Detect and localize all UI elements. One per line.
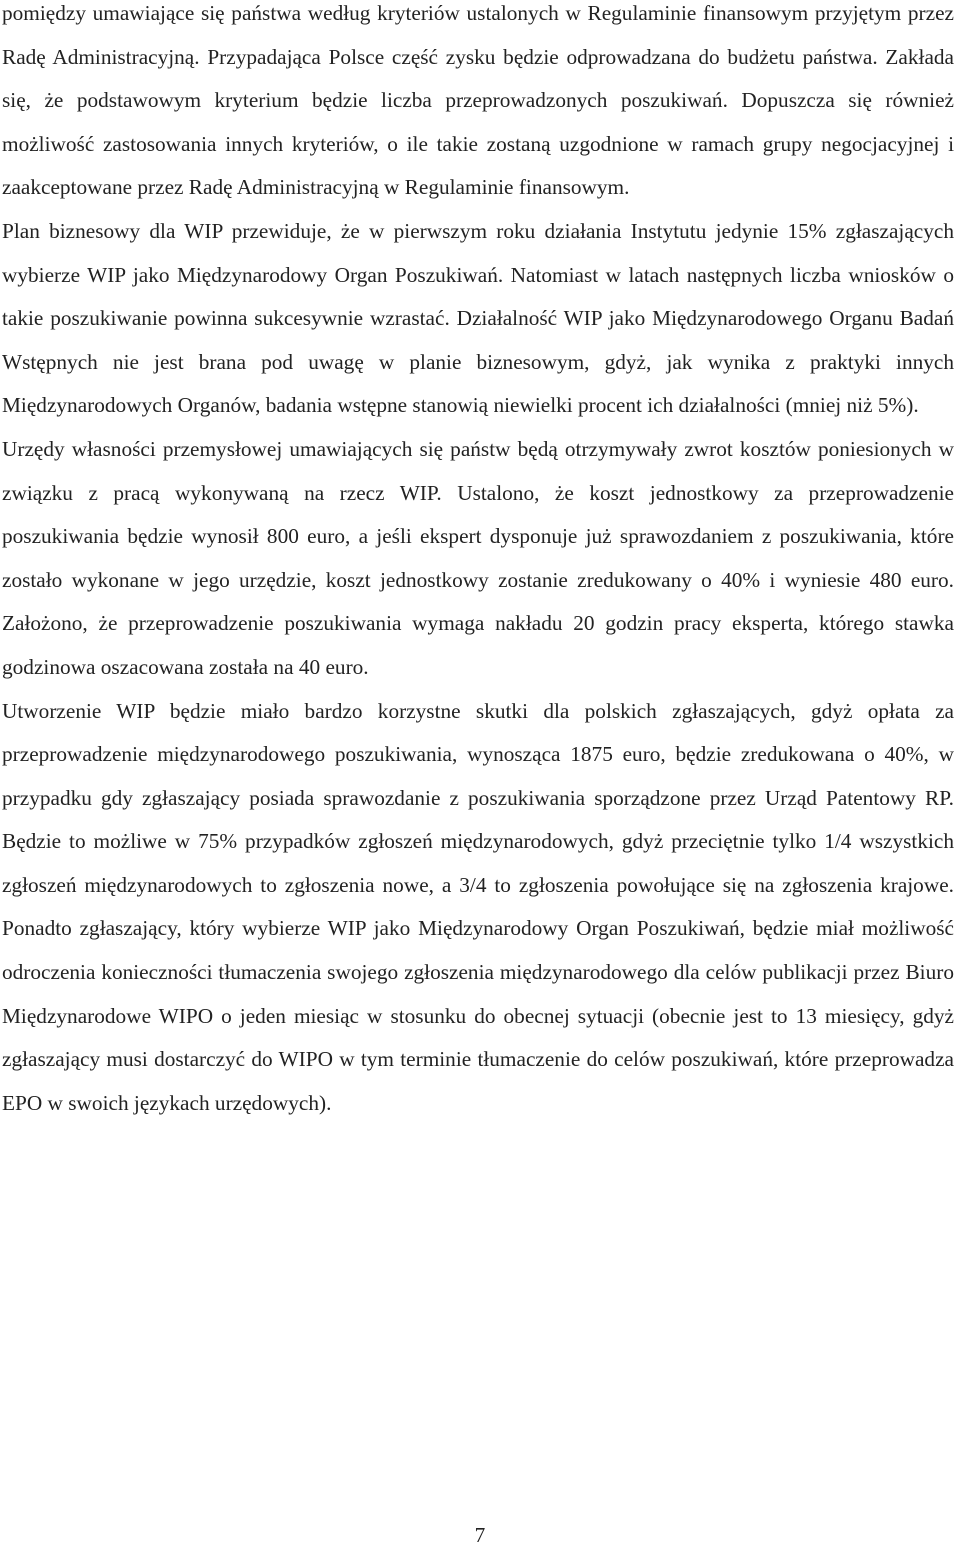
document-body <box>2 0 954 1125</box>
paragraph-business-plan: Plan biznesowy dla WIP przewiduje, że w pierwszym roku działania Instytutu jedynie 15% zgłaszających wybierze WIP jako Międzynarodowy Organ Poszukiwań. Natomiast w latach następnych liczba wniosków o takie poszukiwanie powinna sukcesywnie wzrastać. Działalność WIP jako Międzynarodowego Organu Badań Wstępnych nie jest brana pod uwagę w planie biznesowym, gdyż, jak wynika z praktyki innych Międzynarodowych Organów, badania wstępne stanowią niewielki procent ich działalności (mniej niż 5%). <box>2 218 954 418</box>
page-number: 7 <box>474 1523 486 1547</box>
paragraph-revenue-distribution: pomiędzy umawiające się państwa według kryteriów ustalonych w Regulaminie finansowym przyjętym przez Radę Administracyjną. Przypadająca Polsce część zysku będzie odprowadzana do budżetu państwa. Zakłada się, że podstawowym kryterium będzie liczba przeprowadzonych poszukiwań. Dopuszcza się również możliwość zastosowania innych kryteriów, o ile takie zostaną uzgodnione w ramach grupy negocjacyjnej i zaakceptowane przez Radę Administracyjną w Regulaminie finansowym. <box>2 1 954 200</box>
paragraph-cost-reimbursement: Urzędy własności przemysłowej umawiających się państw będą otrzymywały zwrot kosztów poniesionych w związku z pracą wykonywaną na rzecz WIP. Ustalono, że koszt jednostkowy za przeprowadzenie poszukiwania będzie wynosił 800 euro, a jeśli ekspert dysponuje już sprawozdaniem z poszukiwania, które zostało wykonane w jego urzędzie, koszt jednostkowy zostanie zredukowany o 40% i wyniesie 480 euro. Założono, że przeprowadzenie poszukiwania wymaga nakładu 20 godzin pracy eksperta, którego stawka godzinowa oszacowana została na 40 euro. <box>2 436 954 679</box>
paragraph-benefits-for-applicants: Utworzenie WIP będzie miało bardzo korzystne skutki dla polskich zgłaszających, gdyż opłata za przeprowadzenie międzynarodowego poszukiwania, wynosząca 1875 euro, będzie zredukowana o 40%, w przypadku gdy zgłaszający posiada sprawozdanie z poszukiwania sporządzone przez Urząd Patentowy RP. Będzie to możliwe w 75% przypadków zgłoszeń międzynarodowych, gdyż przeciętnie tylko 1/4 wszystkich zgłoszeń międzynarodowych to zgłoszenia nowe, a 3/4 to zgłoszenia powołujące się na zgłoszenia krajowe. Ponadto zgłaszający, który wybierze WIP jako Międzynarodowy Organ Poszukiwań, będzie miał możliwość odroczenia konieczności tłumaczenia swojego zgłoszenia międzynarodowego dla celów publikacji przez Biuro Międzynarodowe WIPO o jeden miesiąc w stosunku do obecnej sytuacji (obecnie jest to 13 miesięcy, gdyż zgłaszający musi dostarczyć do WIPO w tym terminie tłumaczenie do celów poszukiwań, które przeprowadza EPO w swoich językach urzędowych). <box>2 698 954 1115</box>
